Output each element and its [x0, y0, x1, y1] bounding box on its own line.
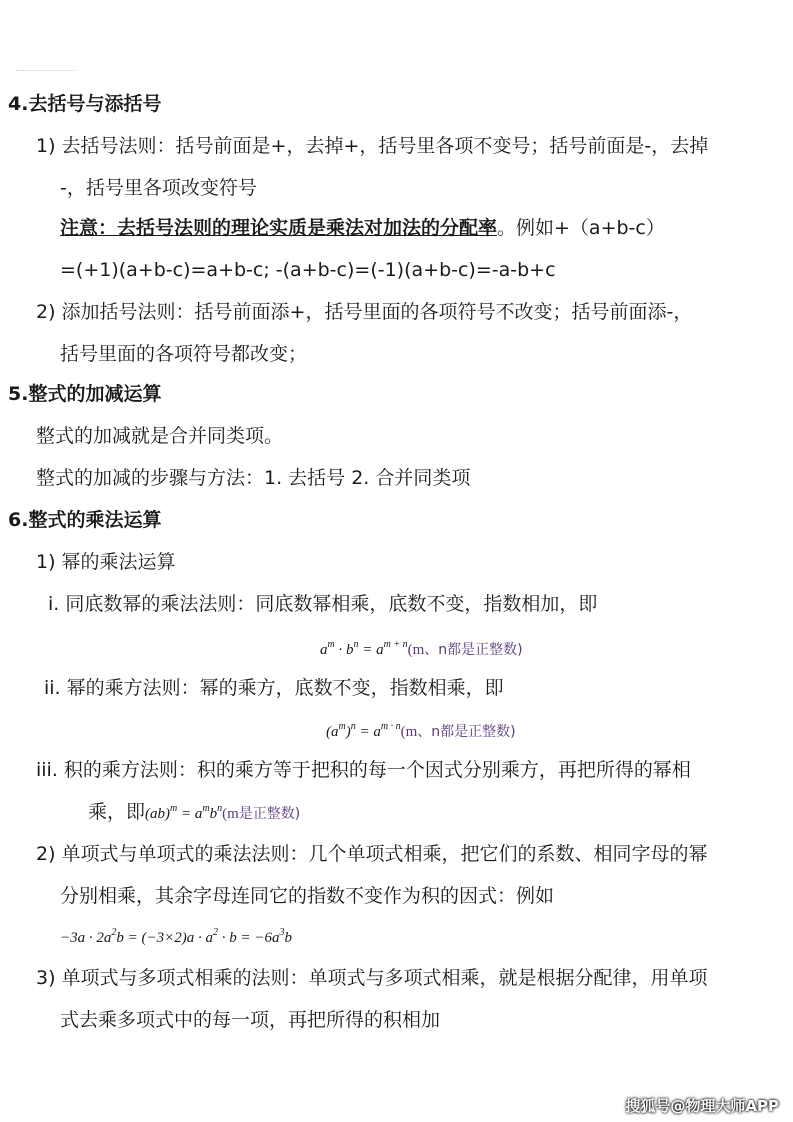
rule-ii-text: ii. 幂的乘方法则：幂的乘方，底数不变，指数相乘，即: [44, 677, 504, 699]
formula-power-of-product: $(ab)^m = a^mb^n(m$是正整数): [145, 803, 301, 822]
rule-i-text: i. 同底数幂的乘法法则：同底数幂相乘，底数不变，指数相加，即: [48, 593, 598, 615]
rule-iii-line-2: [88, 800, 300, 824]
note-emphasis: 注意：去括号法则的理论实质是乘法对加法的分配率: [60, 217, 498, 239]
rule-iii-line-1: iii. 积的乘方法则：积的乘方等于把积的每一个因式分别乘方，再把所得的幂相: [36, 759, 691, 781]
rule-1-line-2: -，括号里各项改变符号: [60, 177, 257, 199]
s5-line-2: 整式的加减的步骤与方法：1. 去括号 2. 合并同类项: [36, 467, 471, 489]
section-6-heading: 6.整式的乘法运算: [8, 509, 162, 531]
rule-2-line-1: 2) 添加括号法则：括号前面添+，括号里面的各项符号不改变；括号前面添-，: [36, 301, 693, 323]
note-expression: =(+1)(a+b-c)=a+b-c; -(a+b-c)=(-1)(a+b-c)=-a-b+c: [60, 259, 556, 281]
source-watermark: 搜狐号@物理大师APP: [625, 1097, 779, 1115]
rule-1-line-1: 1) 去括号法则：括号前面是+，去掉+，括号里各项不变号；括号前面是-，去掉: [36, 135, 709, 157]
rule-iii-lead: 乘，即: [88, 801, 146, 823]
section-4-heading: 4.去括号与添括号: [8, 93, 162, 115]
mono-mono-line-2: 分别相乘，其余字母连同它的指数不变作为积的因式：例如: [60, 885, 555, 907]
note-example: 。例如+（a+b-c）: [497, 217, 665, 239]
note-line: [60, 216, 665, 240]
formula-mono-example: $-3a \cdot 2a^2b = (-3\times 2)a \cdot a^2 \cdot b = -6a^3b$: [60, 927, 292, 946]
mono-mono-line-1: 2) 单项式与单项式的乘法法则：几个单项式相乘，把它们的系数、相同字母的幂: [36, 843, 708, 865]
mono-poly-line-1: 3) 单项式与多项式相乘的法则：单项式与多项式相乘，就是根据分配律，用单项: [36, 967, 708, 989]
mono-poly-line-2: 式去乘多项式中的每一项，再把所得的积相加: [60, 1009, 441, 1031]
formula-same-base: $a^m \cdot b^n = a^{m + n}(m$、n都是正整数): [320, 639, 523, 658]
section-5-heading: 5.整式的加减运算: [8, 383, 162, 405]
s5-line-1: 整式的加减就是合并同类项。: [36, 425, 284, 447]
scan-speck: [16, 70, 76, 73]
formula-power-of-power: $(a^m)^n = a^{m \cdot n}(m$、n都是正整数): [326, 721, 516, 740]
power-mult-title: 1) 幂的乘法运算: [36, 551, 176, 573]
rule-2-line-2: 括号里面的各项符号都改变；: [60, 343, 308, 365]
